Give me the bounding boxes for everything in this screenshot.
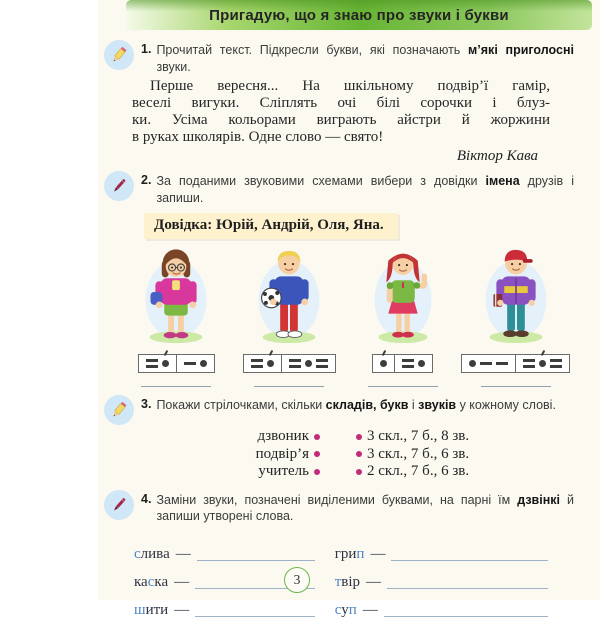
task-2-number: 2. xyxy=(141,173,152,187)
vowel-symbol xyxy=(418,360,425,367)
reading-line: в руках школярів. Одне слово — свято! xyxy=(132,129,384,145)
workbook-page xyxy=(98,0,600,618)
answer: 2 скл., 7 б., 6 зв. xyxy=(367,463,470,480)
soft-symbol xyxy=(550,359,562,368)
bullet-icon xyxy=(314,469,320,475)
task-4 xyxy=(104,490,574,525)
reading-line: Перше вересня... На шкільному подвір’ї гамір, xyxy=(150,78,550,94)
child-column-4 xyxy=(460,243,572,387)
reading-line: веселі вигуки. Сліплять очі білі сорочки і блуз- xyxy=(132,95,550,111)
answer-line xyxy=(254,386,324,387)
source-word: грип xyxy=(334,545,365,562)
pencil-icon xyxy=(104,40,134,70)
page-title xyxy=(126,0,592,30)
word-match-row xyxy=(98,463,600,481)
soft-symbol xyxy=(289,359,301,368)
child-illustration-girl-red-hair xyxy=(357,243,449,345)
reference-box: Довідка: Юрій, Андрій, Оля, Яна. xyxy=(144,213,398,239)
soft-symbol xyxy=(402,359,414,368)
child-illustration-boy-soccer-ball xyxy=(243,243,335,345)
fill-in-item: твір — xyxy=(335,563,548,591)
vowel-symbol xyxy=(305,360,312,367)
soft-symbol xyxy=(146,359,158,368)
bullet-icon xyxy=(356,469,362,475)
child-column-2 xyxy=(233,243,345,387)
hard-symbol xyxy=(184,362,196,365)
soft-symbol xyxy=(523,359,535,368)
word-match-list xyxy=(98,428,600,481)
bullet-icon xyxy=(356,451,362,457)
child-column-1 xyxy=(120,243,232,387)
answer: 3 скл., 7 б., 8 зв. xyxy=(367,428,470,445)
task-1-instruction: Прочитай текст. Підкресли букви, які позначають м’які приголосні звуки. xyxy=(156,43,574,74)
answer-line xyxy=(141,386,211,387)
word-match-row xyxy=(98,446,600,464)
sound-scheme-3 xyxy=(372,354,433,373)
word-match-row xyxy=(98,428,600,446)
fill-in-grid xyxy=(134,535,548,619)
vowel-stressed-symbol xyxy=(539,360,546,367)
answer-blank-line xyxy=(195,616,315,617)
task-3 xyxy=(104,395,574,425)
child-illustration-boy-red-cap xyxy=(470,243,562,345)
word: учитель xyxy=(258,463,309,480)
children-illustrations xyxy=(120,243,572,387)
fill-in-item: суп — xyxy=(335,591,548,619)
child-column-3 xyxy=(347,243,459,387)
source-word: каска xyxy=(134,573,169,590)
hard-symbol xyxy=(480,362,492,365)
source-word: суп xyxy=(334,601,357,618)
word: подвір’я xyxy=(255,445,309,462)
fill-in-item: слива — xyxy=(134,535,315,563)
soft-symbol xyxy=(251,359,263,368)
vowel-symbol xyxy=(200,360,207,367)
vowel-stressed-symbol xyxy=(380,360,387,367)
pen-icon xyxy=(104,171,134,201)
sound-scheme-2 xyxy=(243,354,336,373)
task-4-number: 4. xyxy=(141,491,152,506)
source-word: твір xyxy=(334,573,361,590)
sound-scheme-4 xyxy=(461,354,570,373)
vowel-stressed-symbol xyxy=(162,360,169,367)
answer-blank-line xyxy=(387,588,548,589)
pen-icon xyxy=(104,490,134,520)
fill-in-item: грип — xyxy=(335,535,548,563)
source-word: слива xyxy=(134,545,170,562)
vowel-symbol xyxy=(469,360,476,367)
task-1-number: 1. xyxy=(141,42,152,56)
reading-text xyxy=(132,78,550,146)
sound-scheme-1 xyxy=(138,354,215,373)
word: дзвоник xyxy=(257,428,309,445)
page-number: 3 xyxy=(284,567,310,593)
bullet-icon xyxy=(314,451,320,457)
bullet-icon xyxy=(356,434,362,440)
answer-line xyxy=(481,386,551,387)
pencil-icon xyxy=(104,395,134,425)
hard-symbol xyxy=(496,362,508,365)
answer-line xyxy=(368,386,438,387)
task-2 xyxy=(104,171,574,206)
task-4-instruction: Заміни звуки, позначені виділеними буквами, на парні їм дзвінкі й запиши утворені слова. xyxy=(156,492,574,523)
fill-in-item: каска — xyxy=(134,563,315,591)
answer: 3 скл., 7 б., 6 зв. xyxy=(367,445,470,462)
answer-blank-line xyxy=(197,560,315,561)
child-illustration-girl-glasses-pink-jacket xyxy=(130,243,222,345)
answer-blank-line xyxy=(391,560,548,561)
task-1 xyxy=(104,40,574,75)
answer-blank-line xyxy=(384,616,548,617)
task-3-instruction: Покажи стрілочками, скільки складів, букв і звуків у кожному слові. xyxy=(156,398,556,412)
page-title-text: Пригадую, що я знаю про звуки і букви xyxy=(209,6,509,24)
soft-symbol xyxy=(316,359,328,368)
vowel-stressed-symbol xyxy=(267,360,274,367)
author-name: Віктор Кава xyxy=(456,148,538,164)
task-2-instruction: За поданими звуковими схемами вибери з довідки імена друзів і запиши. xyxy=(156,174,574,205)
fill-in-item: шити — xyxy=(134,591,315,619)
source-word: шити xyxy=(134,601,169,618)
task-3-number: 3. xyxy=(141,397,152,411)
bullet-icon xyxy=(314,434,320,440)
reading-line: ки. Усіма кольорами виграють айстри й жоржини xyxy=(132,112,550,128)
